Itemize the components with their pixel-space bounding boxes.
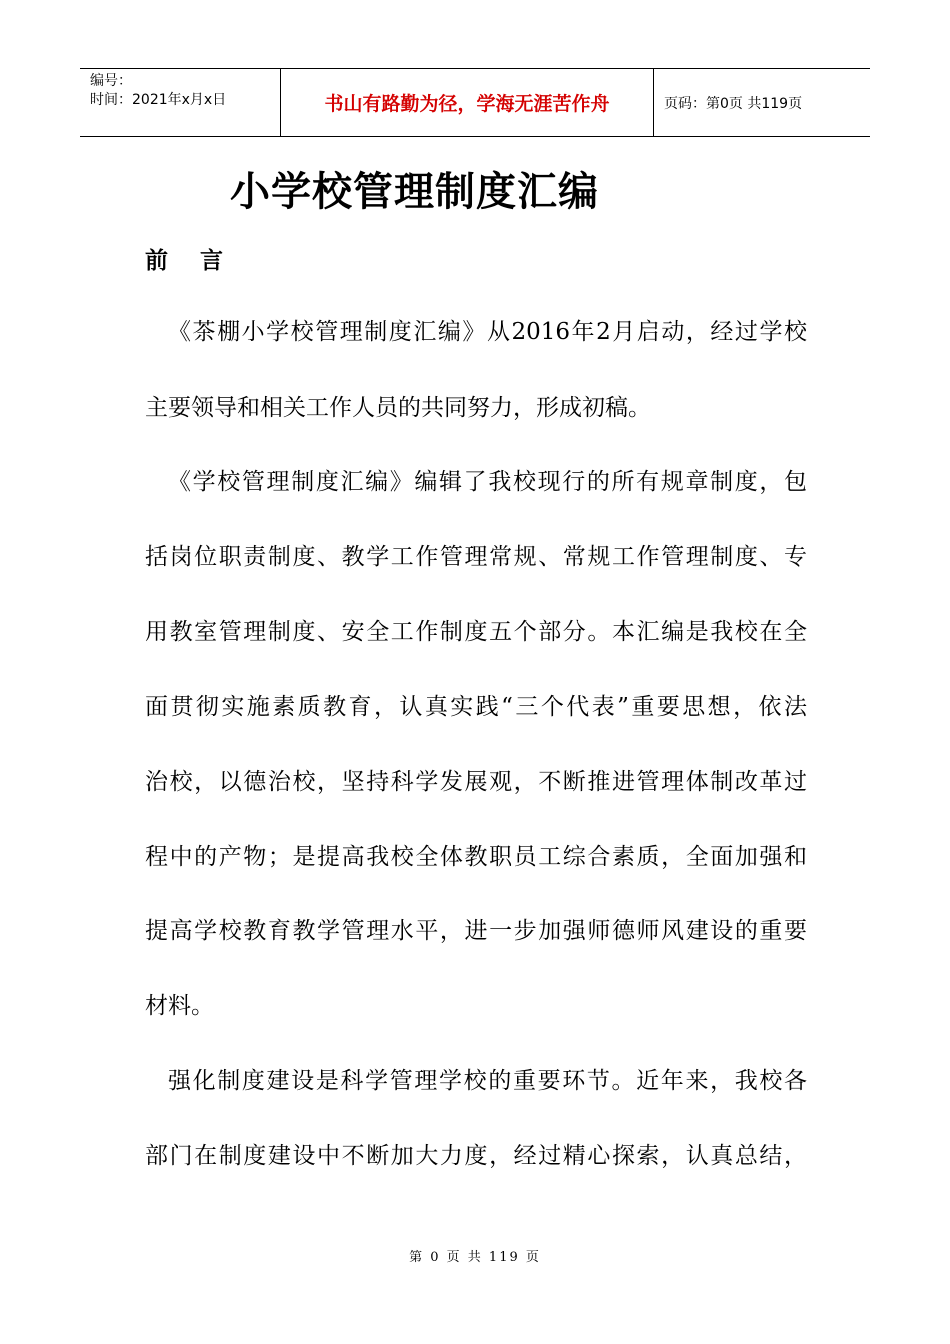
paragraph-line: 主要领导和相关工作人员的共同努力，形成初稿。 (145, 395, 651, 421)
paragraph-line: 部门在制度建设中不断加大力度，经过精心探索，认真总结， (145, 1143, 807, 1169)
paragraph-line: 《茶棚小学校管理制度汇编》从2016年2月启动，经过学校 (168, 319, 807, 345)
header-motto: 书山有路勤为径，学海无涯苦作舟 (280, 69, 654, 136)
paragraph-line: 《学校管理制度汇编》编辑了我校现行的所有规章制度，包 (168, 469, 807, 495)
paragraph-line: 提高学校教育教学管理水平，进一步加强师德师风建设的重要 (145, 918, 807, 944)
paragraph-line: 括岗位职责制度、教学工作管理常规、常规工作管理制度、专 (145, 544, 807, 570)
time-label: 时间：2021年x月x日 (90, 92, 227, 108)
paragraph-line: 强化制度建设是科学管理学校的重要环节。近年来，我校各 (168, 1068, 807, 1094)
header-meta-cell (80, 69, 280, 136)
document-title: 小学校管理制度汇编 (230, 169, 599, 215)
document-header (80, 68, 870, 137)
paragraph-line: 材料。 (145, 993, 214, 1019)
page-footer: 第 0 页 共 119 页 (409, 1250, 541, 1265)
paragraph-line: 程中的产物；是提高我校全体教职员工综合素质，全面加强和 (145, 844, 807, 870)
paragraph-line: 用教室管理制度、安全工作制度五个部分。本汇编是我校在全 (145, 619, 807, 645)
paragraph-line: 治校，以德治校，坚持科学发展观，不断推进管理体制改革过 (145, 769, 807, 795)
serial-number-label: 编号： (90, 73, 132, 89)
header-page-info: 页码：第0页 共119页 (664, 95, 803, 112)
paragraph-line: 面贯彻实施素质教育，认真实践“三个代表”重要思想，依法 (145, 694, 807, 720)
preface-heading: 前 言 (145, 248, 224, 274)
